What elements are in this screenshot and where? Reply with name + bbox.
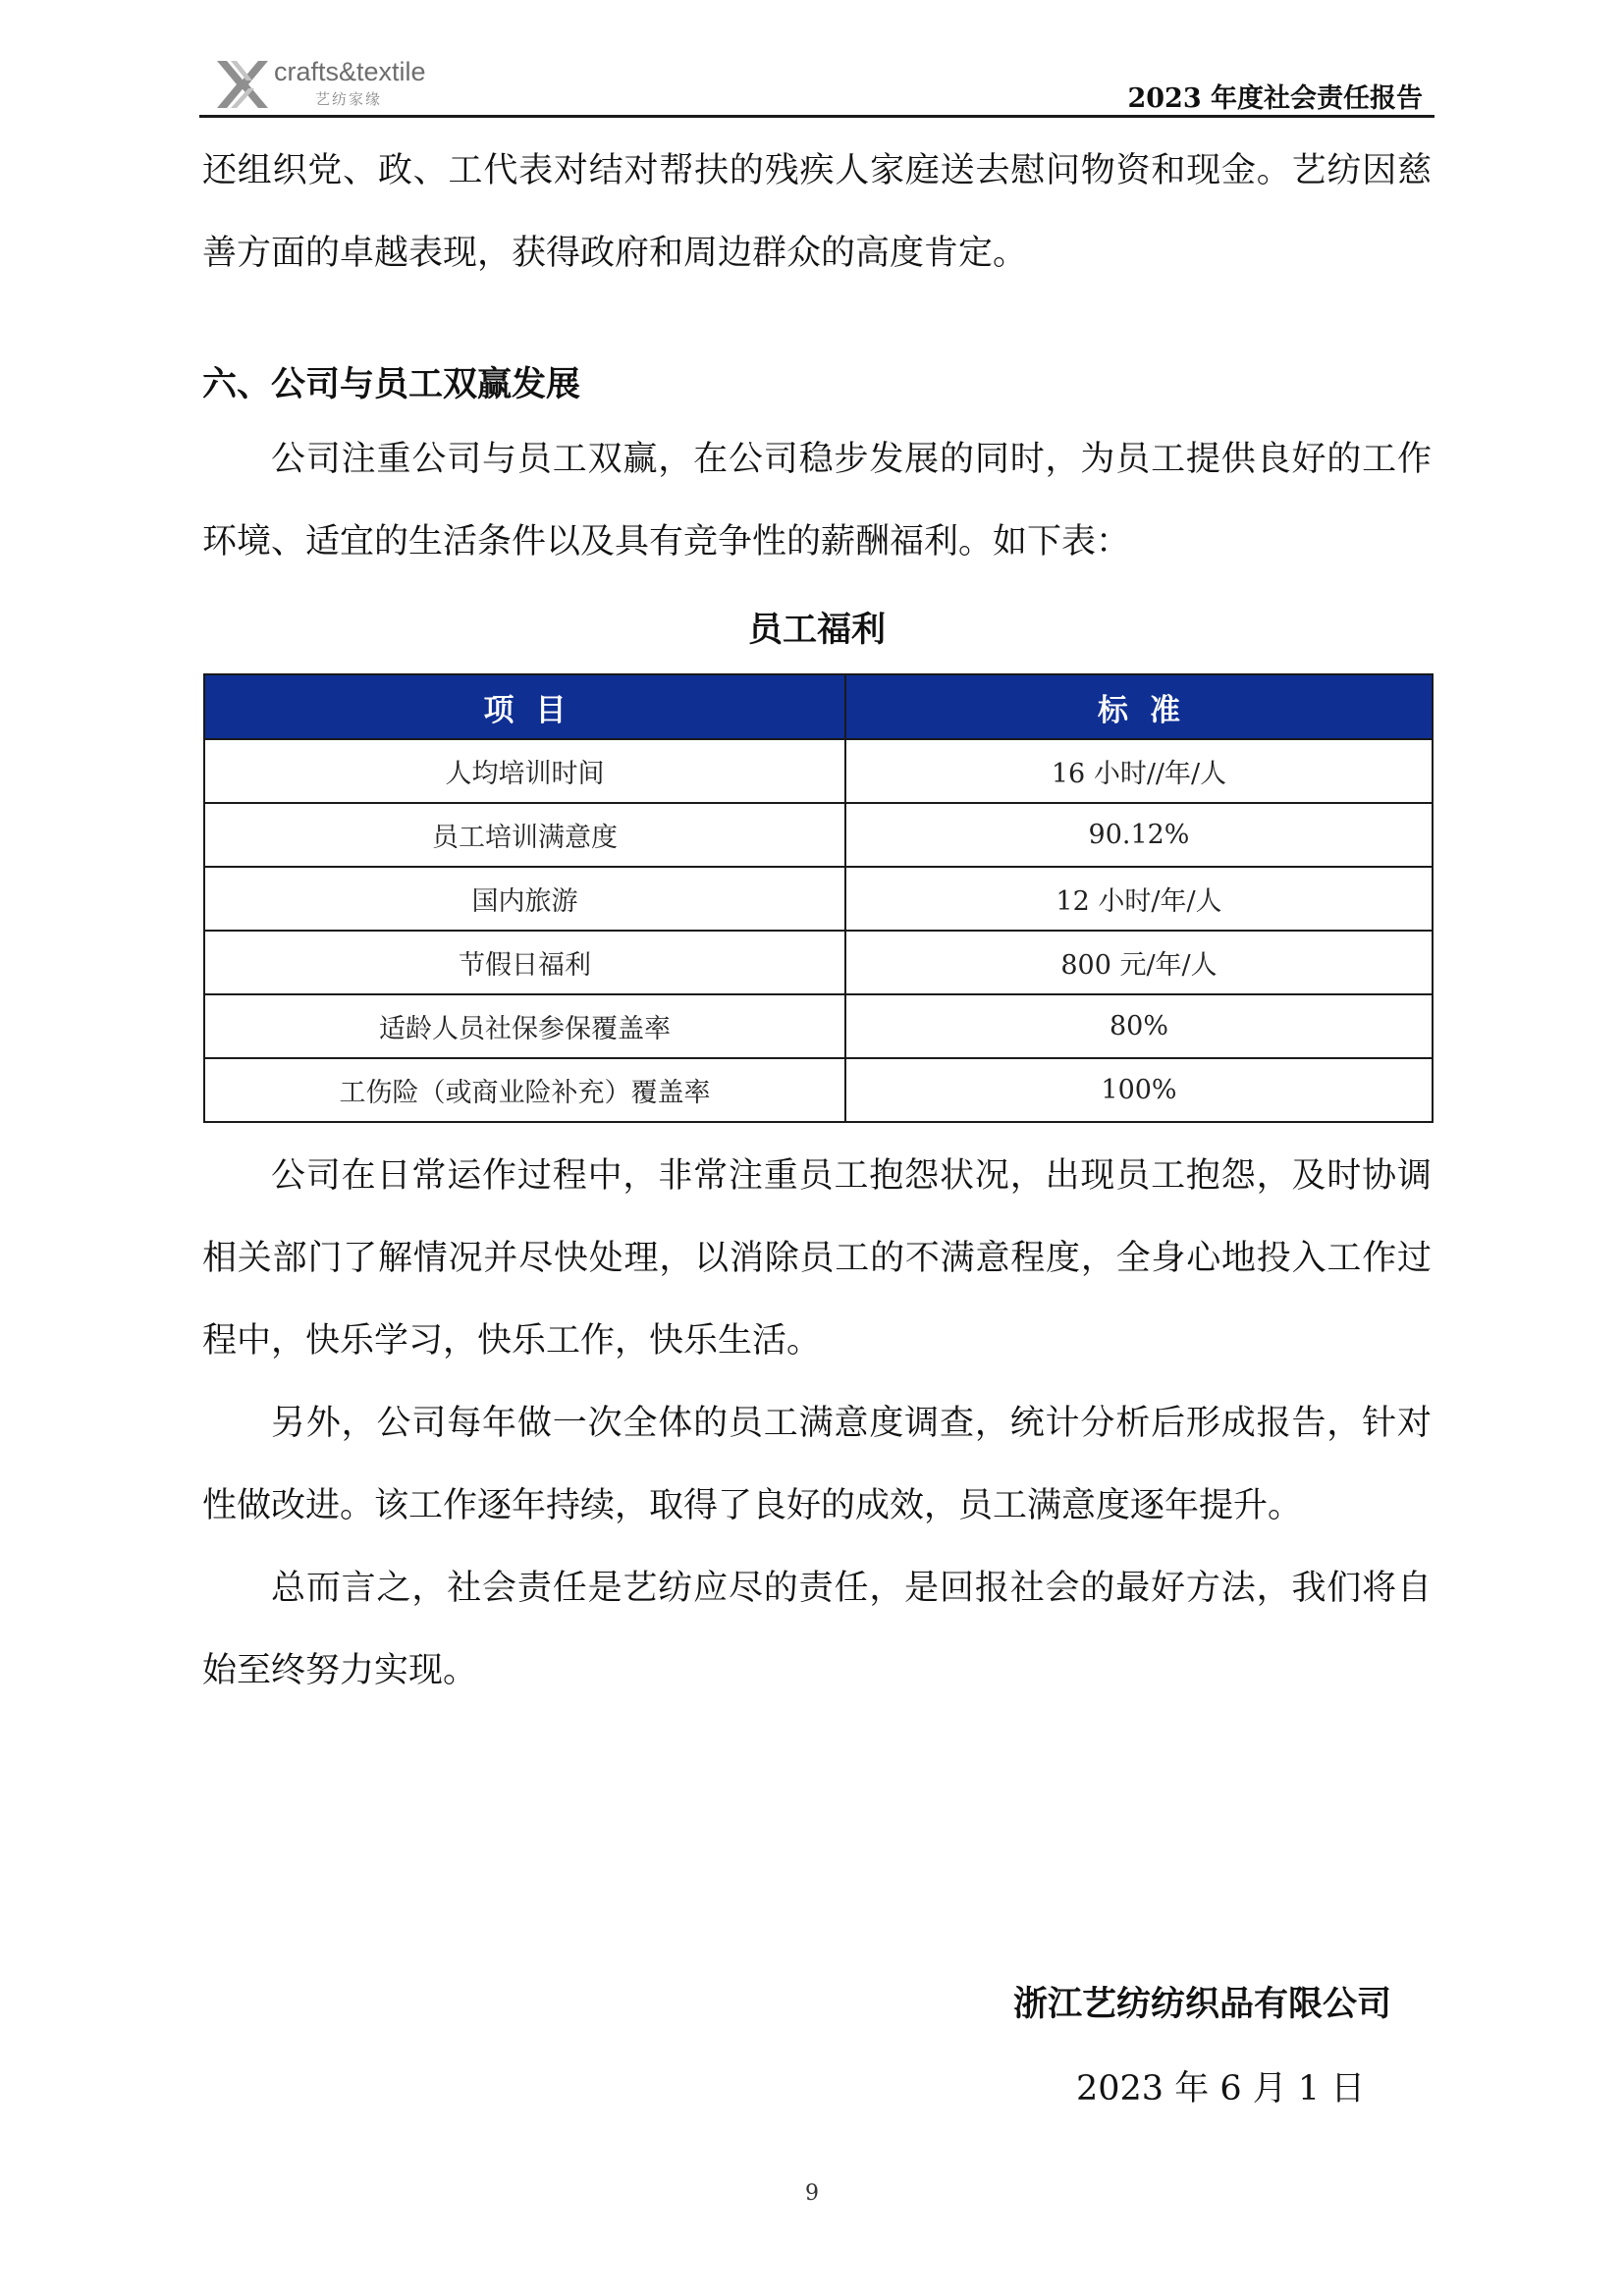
cell-item: 国内旅游 bbox=[204, 867, 845, 931]
table-row bbox=[204, 803, 1433, 867]
cell-standard: 12 小时/年/人 bbox=[845, 867, 1433, 931]
page-number: 9 bbox=[805, 2181, 819, 2206]
cell-standard: 90.12% bbox=[845, 803, 1433, 867]
column-header-item: 项目 bbox=[204, 674, 845, 739]
cell-item: 适龄人员社保参保覆盖率 bbox=[204, 994, 845, 1058]
section-paragraph: 公司注重公司与员工双赢，在公司稳步发展的同时，为员工提供良好的工作环境、适宜的生活条件以及具有竞争性的薪酬福利。如下表： bbox=[202, 440, 1432, 561]
table-caption: 员工福利 bbox=[747, 610, 886, 650]
report-title: 2023 年度社会责任报告 bbox=[1127, 83, 1423, 114]
section-heading: 六、公司与员工双赢发展 bbox=[202, 364, 581, 404]
table-row bbox=[204, 1058, 1433, 1122]
company-signature: 浙江艺纺纺织品有限公司 bbox=[1013, 1984, 1392, 2024]
table-row bbox=[204, 739, 1433, 803]
cell-standard: 800 元/年/人 bbox=[845, 931, 1433, 994]
crafts-textile-logo-icon bbox=[213, 59, 272, 110]
complaint-handling-paragraph: 公司在日常运作过程中，非常注重员工抱怨状况，出现员工抱怨，及时协调相关部门了解情况并尽快处理，以消除员工的不满意程度，全身心地投入工作过程中，快乐学习，快乐工作，快乐生活。 bbox=[202, 1156, 1432, 1361]
cell-standard: 80% bbox=[845, 994, 1433, 1058]
cell-item: 人均培训时间 bbox=[204, 739, 845, 803]
cell-item: 员工培训满意度 bbox=[204, 803, 845, 867]
logo-subtext: 艺纺家缘 bbox=[315, 90, 383, 108]
intro-paragraph: 还组织党、政、工代表对结对帮扶的残疾人家庭送去慰问物资和现金。艺纺因慈善方面的卓越表现，获得政府和周边群众的高度肯定。 bbox=[202, 151, 1432, 273]
cell-standard: 16 小时//年/人 bbox=[845, 739, 1433, 803]
table-header-row bbox=[204, 674, 1433, 739]
page-header bbox=[199, 51, 1435, 118]
signature-date: 2023 年 6 月 1 日 bbox=[1076, 2069, 1366, 2109]
table-row bbox=[204, 931, 1433, 994]
conclusion-paragraph: 总而言之，社会责任是艺纺应尽的责任，是回报社会的最好方法，我们将自始至终努力实现。 bbox=[202, 1569, 1432, 1690]
logo-text: crafts&textile bbox=[274, 57, 426, 86]
satisfaction-survey-paragraph: 另外，公司每年做一次全体的员工满意度调查，统计分析后形成报告，针对性做改进。该工作逐年持续，取得了良好的成效，员工满意度逐年提升。 bbox=[202, 1404, 1432, 1525]
cell-item: 工伤险（或商业险补充）覆盖率 bbox=[204, 1058, 845, 1122]
header-divider bbox=[199, 115, 1435, 118]
table-row bbox=[204, 994, 1433, 1058]
employee-benefits-table bbox=[203, 673, 1434, 1123]
table-row bbox=[204, 867, 1433, 931]
cell-item: 节假日福利 bbox=[204, 931, 845, 994]
cell-standard: 100% bbox=[845, 1058, 1433, 1122]
column-header-standard: 标准 bbox=[845, 674, 1433, 739]
